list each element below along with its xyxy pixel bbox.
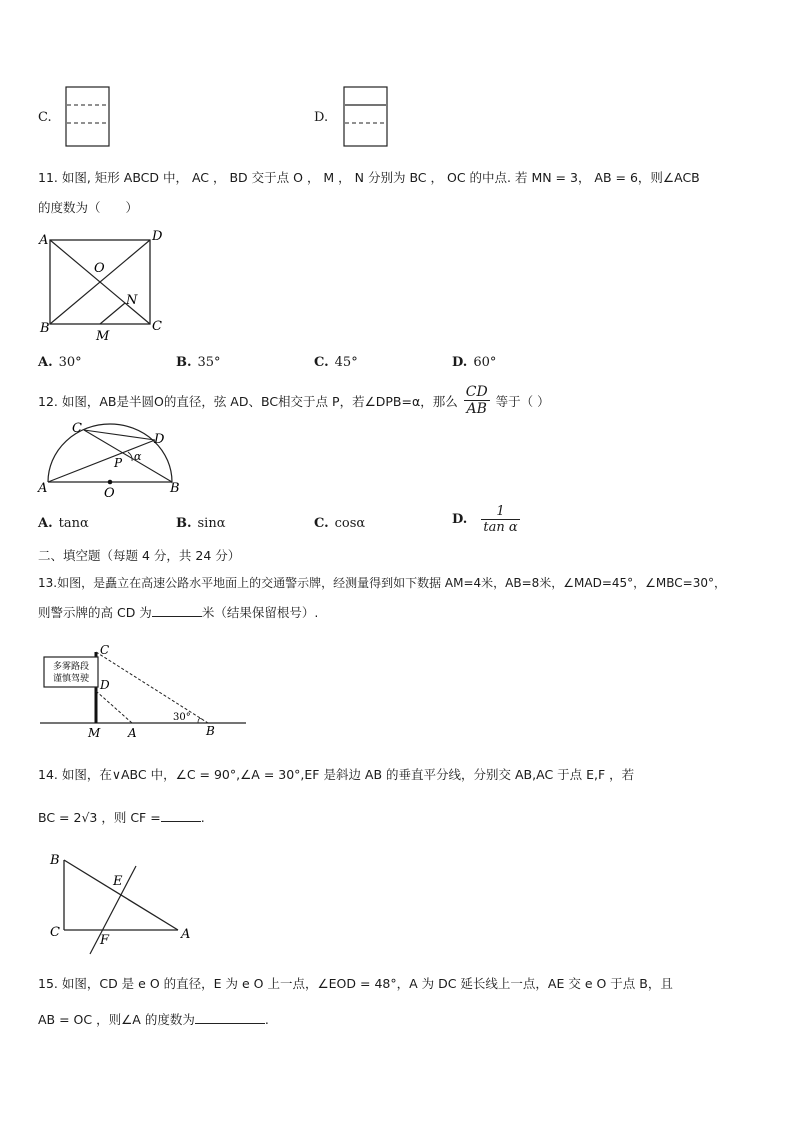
q11-rectangle-figure — [36, 228, 168, 344]
q10-option-c-figure — [65, 86, 111, 148]
q13-label-b: B — [206, 724, 215, 738]
q12-semicircle-figure — [36, 418, 184, 500]
q15-stem-line2: AB = OC ，则∠A 的度数为 . — [38, 1012, 269, 1027]
q12-option-d: D. $\frac{1}{\text{tan α}}$ — [452, 504, 518, 535]
q14-stem-line2: BC = 2√3 ，则 CF = . — [38, 810, 205, 825]
q14-label-c: C — [50, 925, 60, 940]
q13-label-m: M — [88, 726, 101, 740]
q11-label-a: A — [39, 233, 49, 248]
q12-label-p: P — [114, 456, 123, 470]
q14-label-b: B — [50, 853, 60, 868]
q14-label-a: A — [181, 927, 191, 942]
q13-label-angle: 30° — [173, 712, 191, 723]
q10-option-d-figure — [343, 86, 389, 148]
q12-option-d-fraction: $\frac{1}{\text{tan α}}$ — [483, 504, 518, 535]
q14-label-e: E — [113, 874, 123, 889]
q11-label-b: B — [40, 321, 50, 336]
q13-sign-line1: 多雾路段 — [52, 662, 90, 672]
q13-stem-line2: 则警示牌的高 CD 为 米（结果保留根号）. — [38, 605, 319, 620]
q13-stem-line1: 13.如图，是矗立在高速公路水平地面上的交通警示牌，经测量得到如下数据 AM=4米，AB=8米，∠MAD=45°，∠MBC=30°， — [38, 576, 727, 590]
q12-label-alpha: α — [134, 450, 142, 463]
q14-label-f: F — [100, 933, 110, 948]
q11-option-d: D. 60° — [452, 355, 497, 370]
q12-label-d: D — [154, 432, 165, 447]
q12-option-a: A. tanα — [38, 516, 89, 531]
section2-title: 二、填空题（每题 4 分，共 24 分） — [38, 548, 241, 563]
q15-stem-line1: 15. 如图，CD 是 e O 的直径，E 为 e O 上一点，∠EOD = 48°，A 为 DC 延长线上一点，AE 交 e O 于点 B，且 — [38, 976, 673, 991]
q12-label-a: A — [38, 481, 48, 496]
q11-option-a: A. 30° — [38, 355, 82, 370]
q14-stem-line1: 14. 如图，在∨ABC 中，∠C = 90°,∠A = 30°,EF 是斜边 AB 的垂直平分线，分别交 AB,AC 于点 E,F ，若 — [38, 767, 635, 782]
q12-stem-b: 等于（ ） — [495, 393, 550, 409]
q11-label-n: N — [126, 293, 138, 308]
q13-sign-line2: 谨慎驾驶 — [52, 674, 90, 684]
q11-option-b: B. 35° — [176, 355, 221, 370]
q12-stem-a: 12. 如图，AB是半圆O的直径，弦 AD、BC相交于点 P，若∠DPB=α，那么 — [38, 393, 458, 409]
q10-option-c-label: C. — [38, 110, 52, 125]
q13-label-a: A — [128, 726, 137, 740]
q13-label-c: C — [100, 643, 110, 657]
q12-fraction — [464, 384, 490, 417]
q12-stem — [38, 384, 550, 417]
q11-stem-line2: 的度数为（ ） — [38, 200, 139, 215]
q11-stem-line1: 11. 如图, 矩形 ABCD 中， AC ， BD 交于点 O ， M ， N 分别为 BC ， OC 的中点. 若 MN = 3， AB = 6，则∠ACB — [38, 170, 700, 185]
q12-option-c: C. cosα — [314, 516, 366, 531]
q12-label-o: O — [104, 486, 115, 500]
q12-option-b: B. sinα — [176, 516, 226, 531]
q13-sign-figure — [36, 642, 250, 742]
q11-label-d: D — [152, 229, 163, 244]
q12-fraction-num: CD — [465, 384, 488, 400]
q12-label-b: B — [170, 481, 180, 496]
q11-label-c: C — [152, 319, 162, 334]
q11-label-o: O — [94, 261, 105, 276]
q14-triangle-figure — [36, 850, 196, 958]
q13-label-d: D — [100, 678, 110, 692]
q11-option-c: C. 45° — [314, 355, 358, 370]
q12-fraction-den: AB — [466, 401, 487, 417]
q11-label-m: M — [96, 329, 110, 344]
q10-option-d-label: D. — [314, 110, 329, 125]
q12-label-c: C — [72, 421, 82, 436]
